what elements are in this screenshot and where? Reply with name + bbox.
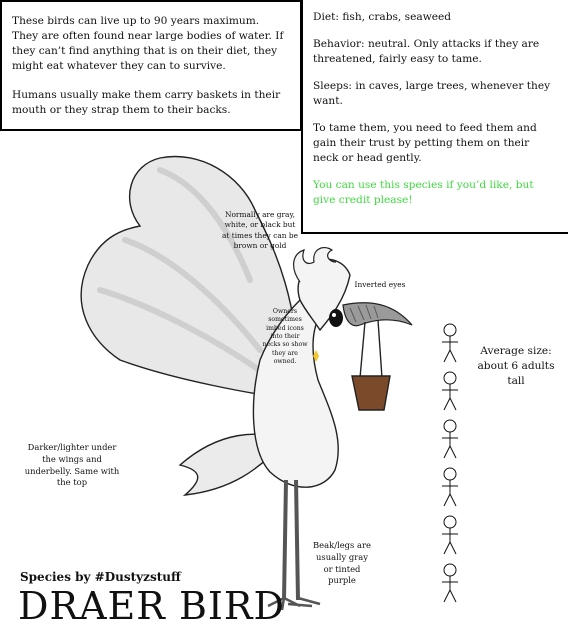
species-credit: Species by #Dustyzstuff [20,570,181,584]
bird-legs [284,480,298,600]
coloring-note: Normally are gray, white, or black but at times they can be brown or gold [222,210,298,251]
bird-eye [329,309,343,327]
diet-text: Diet: fish, crabs, seaweed [313,11,452,23]
behavior-text: Behavior: neutral. Only attacks if they are threatened, fairly easy to tame. [313,38,540,66]
tame-text: To tame them, you need to feed them and gain their trust by petting them on their neck or head gently. [313,122,537,165]
beak-legs-note: Beak/legs are usually gray or tinted purple [313,540,371,586]
size-note: Average size: about 6 adults tall [477,345,555,387]
eyes-note: Inverted eyes [354,280,406,289]
traits-box [301,0,568,234]
basket-icon [352,376,390,410]
info-paragraph-2: Humans usually make them carry baskets in their mouth or they strap them to their backs. [12,89,281,117]
owners-note: Owners sometimes imbed icons into their necks so show they are owned. [262,308,308,366]
sleeps-text: Sleeps: in caves, large trees, whenever they want. [313,80,551,108]
stick-figure-stack [442,324,458,602]
info-paragraph-1: These birds can live up to 90 years maximum. They are often found near large bodies of water. If they can’t find anything that is on their diet, they might eat whatever they can to survive. [12,15,284,73]
species-title: DRAER BIRD [18,584,285,628]
underwing-note: Darker/lighter under the wings and underbelly. Same with the top [24,442,120,488]
credit-note: You can use this species if you’d like, but give credit please! [313,179,534,207]
info-box [0,0,302,131]
